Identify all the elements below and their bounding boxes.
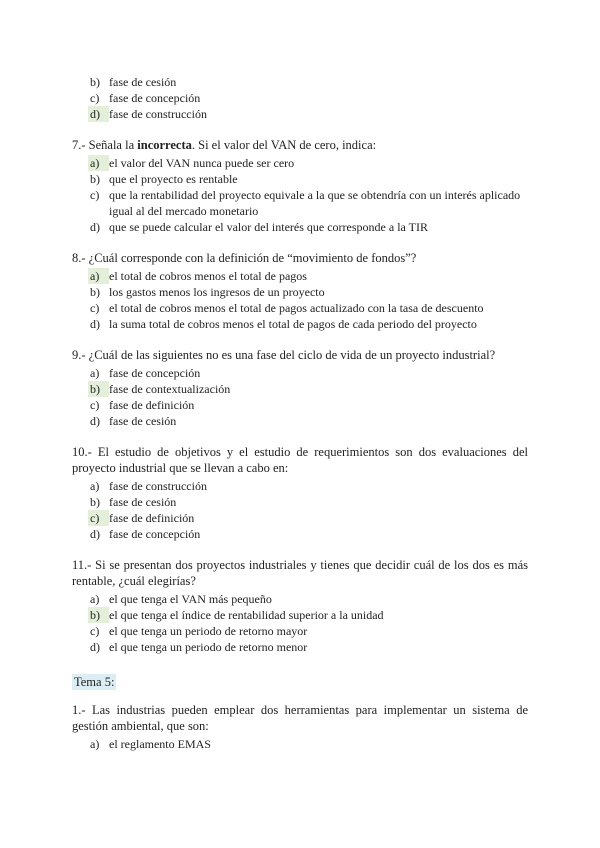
option-text: los gastos menos los ingresos de un proyecto bbox=[109, 285, 325, 299]
option-letter: b) bbox=[90, 75, 100, 89]
option-text: el reglamento EMAS bbox=[109, 737, 211, 751]
question-9 bbox=[72, 347, 528, 429]
question-prefix: 7.- Señala la bbox=[72, 138, 138, 152]
option-8b bbox=[72, 284, 528, 300]
option-letter: b) bbox=[90, 495, 100, 509]
option-letter: b) bbox=[90, 285, 100, 299]
option-text: fase de cesión bbox=[109, 75, 177, 89]
option-9d bbox=[72, 413, 528, 429]
option-text: el total de cobros menos el total de pagos bbox=[109, 269, 307, 283]
option-text: fase de cesión bbox=[109, 495, 177, 509]
option-text: fase de construcción bbox=[109, 107, 207, 121]
option-text: fase de concepción bbox=[109, 527, 201, 541]
question-11 bbox=[72, 557, 528, 655]
option-10a bbox=[72, 478, 528, 494]
option-letter: d) bbox=[90, 527, 100, 541]
option-t5-1a bbox=[72, 736, 528, 752]
question-10 bbox=[72, 444, 528, 542]
option-7d bbox=[72, 219, 528, 235]
options-list bbox=[72, 478, 528, 542]
options-list bbox=[72, 74, 528, 122]
option-11c bbox=[72, 623, 528, 639]
option-letter: a) bbox=[90, 737, 100, 751]
options-list bbox=[72, 736, 528, 752]
option-letter: d) bbox=[90, 317, 100, 331]
option-text: el que tenga un periodo de retorno mayor bbox=[109, 624, 308, 638]
question-suffix: . Si el valor del VAN de cero, indica: bbox=[191, 138, 377, 152]
option-text: el valor del VAN nunca puede ser cero bbox=[109, 156, 295, 170]
option-text: el total de cobros menos el total de pagos actualizado con la tasa de descuento bbox=[109, 301, 484, 315]
topic-label: Tema 5: bbox=[74, 675, 115, 689]
question-text: 9.- ¿Cuál de las siguientes no es una fase del ciclo de vida de un proyecto industrial? bbox=[72, 348, 496, 362]
option-6b bbox=[72, 74, 528, 90]
option-letter: a) bbox=[90, 366, 100, 380]
topic-5-question-1 bbox=[72, 702, 528, 752]
option-text: el que tenga el VAN más pequeño bbox=[109, 592, 272, 606]
question-6-options bbox=[72, 72, 528, 122]
option-7c bbox=[72, 187, 528, 219]
question-text: 11.- Si se presentan dos proyectos industriales y tienes que decidir cuál de los dos es más rentable, ¿cuál elegirías? bbox=[72, 558, 528, 588]
option-letter: c) bbox=[90, 624, 100, 638]
option-letter: c) bbox=[90, 91, 100, 105]
option-6c bbox=[72, 90, 528, 106]
option-text: fase de definición bbox=[109, 398, 195, 412]
option-text: fase de construcción bbox=[109, 479, 207, 493]
option-11a bbox=[72, 591, 528, 607]
option-9b bbox=[72, 381, 528, 397]
question-text: 10.- El estudio de objetivos y el estudio de requerimientos son dos evaluaciones del proyecto industrial que se llevan a cabo en: bbox=[72, 445, 528, 475]
question-emphasis: incorrecta bbox=[137, 138, 192, 152]
option-10d bbox=[72, 526, 528, 542]
option-letter-highlighted: c) bbox=[88, 510, 109, 526]
option-text: la suma total de cobros menos el total de pagos de cada periodo del proyecto bbox=[109, 317, 477, 331]
option-letter: d) bbox=[90, 414, 100, 428]
option-letter: c) bbox=[90, 301, 100, 315]
option-letter: a) bbox=[90, 479, 100, 493]
option-text: fase de concepción bbox=[109, 91, 201, 105]
option-text: que la rentabilidad del proyecto equivale a la que se obtendría con un interés aplicado igual al del mercado monetario bbox=[109, 188, 521, 218]
option-text: fase de contextualización bbox=[109, 382, 231, 396]
option-letter-highlighted: a) bbox=[88, 268, 109, 284]
option-letter: b) bbox=[90, 172, 100, 186]
option-6d bbox=[72, 106, 528, 122]
option-7b bbox=[72, 171, 528, 187]
option-letter: a) bbox=[90, 592, 100, 606]
option-letter-highlighted: d) bbox=[88, 106, 109, 122]
option-letter: c) bbox=[90, 188, 100, 202]
option-11d bbox=[72, 639, 528, 655]
option-letter: d) bbox=[90, 220, 100, 234]
option-10b bbox=[72, 494, 528, 510]
option-letter-highlighted: b) bbox=[88, 381, 109, 397]
option-text: el que tenga un periodo de retorno menor bbox=[109, 640, 308, 654]
question-text bbox=[72, 137, 528, 153]
question-8 bbox=[72, 250, 528, 332]
option-8d bbox=[72, 316, 528, 332]
option-10c bbox=[72, 510, 528, 526]
option-letter-highlighted: b) bbox=[88, 607, 109, 623]
question-text: 8.- ¿Cuál corresponde con la definición de “movimiento de fondos”? bbox=[72, 251, 417, 265]
option-text: que el proyecto es rentable bbox=[109, 172, 238, 186]
question-7 bbox=[72, 137, 528, 235]
option-text: el que tenga el índice de rentabilidad superior a la unidad bbox=[109, 608, 384, 622]
option-text: fase de cesión bbox=[109, 414, 177, 428]
option-11b bbox=[72, 607, 528, 623]
options-list bbox=[72, 268, 528, 332]
topic-heading bbox=[72, 673, 528, 691]
options-list bbox=[72, 155, 528, 235]
option-text: fase de concepción bbox=[109, 366, 201, 380]
option-letter: d) bbox=[90, 640, 100, 654]
option-9c bbox=[72, 397, 528, 413]
option-7a bbox=[72, 155, 528, 171]
options-list bbox=[72, 591, 528, 655]
option-letter-highlighted: a) bbox=[88, 155, 109, 171]
option-letter: c) bbox=[90, 398, 100, 412]
option-8c bbox=[72, 300, 528, 316]
options-list bbox=[72, 365, 528, 429]
option-9a bbox=[72, 365, 528, 381]
question-text: 1.- Las industrias pueden emplear dos herramientas para implementar un sistema de gestión ambiental, que son: bbox=[72, 703, 528, 733]
option-text: fase de definición bbox=[109, 511, 195, 525]
option-8a bbox=[72, 268, 528, 284]
option-text: que se puede calcular el valor del interés que corresponde a la TIR bbox=[109, 220, 428, 234]
